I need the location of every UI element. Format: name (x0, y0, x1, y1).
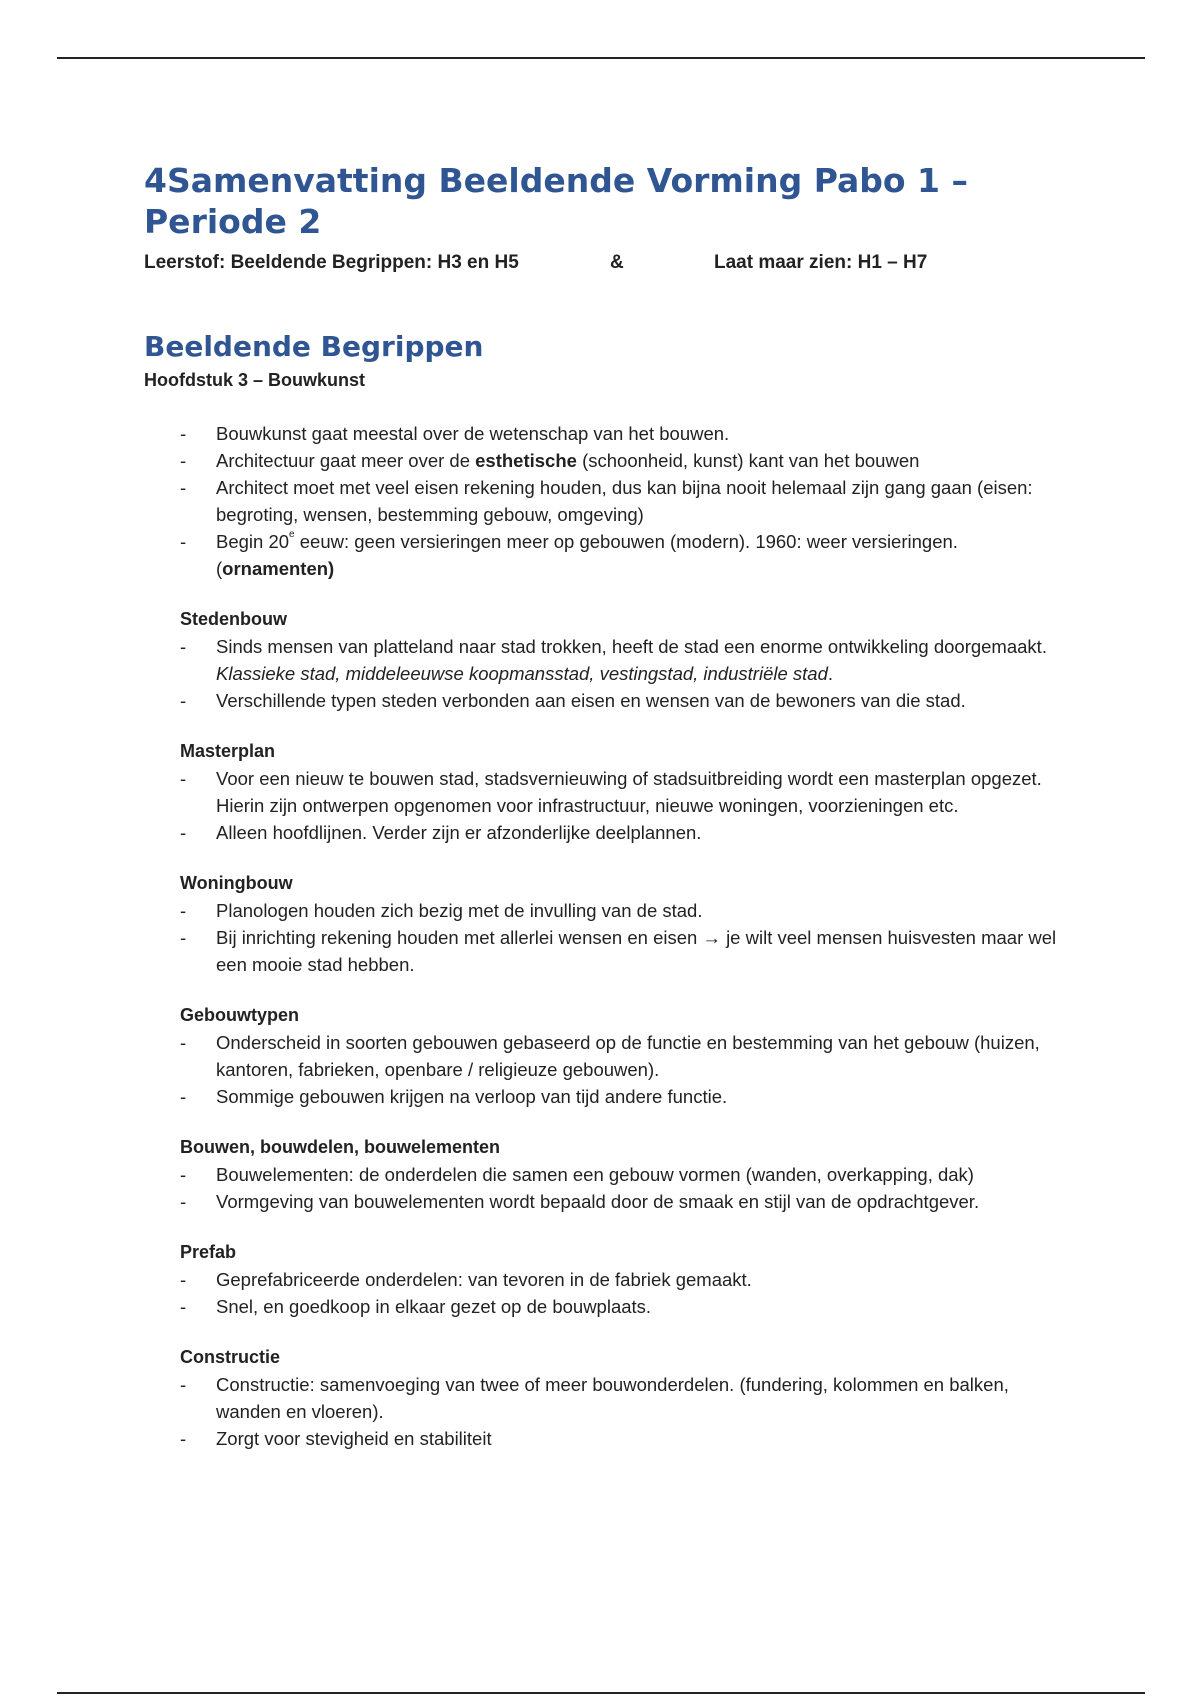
list-item-text: Vormgeving van bouwelementen wordt bepaald door de smaak en stijl van de opdrachtgever. (216, 1191, 980, 1212)
subsection-heading: Constructie (180, 1347, 281, 1367)
bullet-dash: - (180, 1296, 187, 1317)
list-item (180, 1188, 1064, 1215)
constructie-section (180, 1344, 1064, 1452)
list-item (180, 765, 1064, 819)
list-item-text: Bij inrichting rekening houden met allerlei wensen en eisen → je wilt veel mensen huisvesten maar wel een mooie stad hebben. (216, 927, 1057, 975)
list-item-text: Verschillende typen steden verbonden aan eisen en wensen van de bewoners van die stad. (216, 690, 966, 711)
list-item-text: Sommige gebouwen krijgen na verloop van tijd andere functie. (216, 1086, 728, 1107)
bullet-dash: - (180, 1428, 187, 1449)
list-item-text: Constructie: samenvoeging van twee of meer bouwonderdelen. (fundering, kolommen en balken, wanden en vloeren). (216, 1374, 1009, 1422)
list-item-text: . (827, 663, 834, 684)
bullet-dash: - (180, 768, 187, 789)
prefab-section (180, 1239, 1064, 1320)
list-item-text: Zorgt voor stevigheid en stabiliteit (216, 1428, 492, 1449)
list-item-text: Planologen houden zich bezig met de invulling van de stad. (216, 900, 703, 921)
list-item-text: Onderscheid in soorten gebouwen gebaseerd op de functie en bestemming van het gebouw (huizen, kantoren, fabrieken, openbare / religieuze gebouwen). (216, 1032, 1040, 1080)
superscript: e (289, 529, 295, 540)
list-item (180, 1161, 1064, 1188)
list-item-text: (schoonheid, kunst) kant van het bouwen (576, 450, 920, 471)
bullet-dash: - (180, 1269, 187, 1290)
document-body (144, 160, 1064, 1476)
list-item (180, 1029, 1064, 1083)
woningbouw-section (180, 870, 1064, 978)
section-heading: Beeldende Begrippen (144, 330, 484, 363)
bold-term: ornamenten) (222, 558, 335, 579)
bullet-dash: - (180, 423, 187, 444)
subsection-heading: Prefab (180, 1242, 237, 1262)
bouwen-section (180, 1134, 1064, 1215)
list-item-text: Architectuur gaat meer over de (216, 450, 476, 471)
subsection-heading: Gebouwtypen (180, 1005, 300, 1025)
bullet-dash: - (180, 1191, 187, 1212)
stedenbouw-section (180, 606, 1064, 714)
subsection-heading: Stedenbouw (180, 609, 287, 629)
bullet-dash: - (180, 531, 187, 552)
list-item-text: Geprefabriceerde onderdelen: van tevoren in de fabriek gemaakt. (216, 1269, 752, 1290)
study-material-ampersand: & (610, 252, 624, 273)
footer-rule (57, 1692, 1145, 1694)
bullet-dash: - (180, 822, 187, 843)
bullet-dash: - (180, 1086, 187, 1107)
list-item (180, 633, 1064, 687)
list-item-text: Bouwkunst gaat meestal over de wetenschap van het bouwen. (216, 423, 730, 444)
list-item (180, 420, 1064, 447)
list-item (180, 1371, 1064, 1425)
list-item (180, 1083, 1064, 1110)
list-item (180, 474, 1064, 528)
subsection-heading: Masterplan (180, 741, 276, 761)
list-item (180, 1293, 1064, 1320)
gebouwtypen-section (180, 1002, 1064, 1110)
bullet-dash: - (180, 927, 187, 948)
subsection-heading: Woningbouw (180, 873, 293, 893)
list-item (180, 897, 1064, 924)
bullet-dash: - (180, 1032, 187, 1053)
study-material-left: Leerstof: Beeldende Begrippen: H3 en H5 (144, 252, 519, 273)
list-item (180, 819, 1064, 846)
bullet-dash: - (180, 477, 187, 498)
list-item-text: Bouwelementen: de onderdelen die samen een gebouw vormen (wanden, overkapping, dak) (216, 1164, 974, 1185)
bullet-dash: - (180, 1164, 187, 1185)
list-item-text: Architect moet met veel eisen rekening houden, dus kan bijna nooit helemaal zijn gang gaan (eisen: begroting, wensen, bestemming gebouw, omgeving) (216, 477, 1033, 525)
list-item (180, 924, 1064, 978)
chapter-heading: Hoofdstuk 3 – Bouwkunst (144, 370, 366, 390)
document-title: 4Samenvatting Beeldende Vorming Pabo 1 – Periode 2 (144, 161, 969, 241)
study-material-line (144, 252, 1064, 278)
list-item (180, 528, 1064, 582)
list-item-text: eeuw: geen versieringen meer op gebouwen (modern). 1960: weer versieringen. ( (216, 531, 958, 579)
bullet-dash: - (180, 636, 187, 657)
masterplan-section (180, 738, 1064, 846)
list-item-text: Alleen hoofdlijnen. Verder zijn er afzonderlijke deelplannen. (216, 822, 702, 843)
bullet-dash: - (180, 450, 187, 471)
italic-text: Klassieke stad, middeleeuwse koopmansstad, vestingstad, industriële stad (216, 663, 828, 684)
intro-section (180, 420, 1064, 582)
bullet-dash: - (180, 1374, 187, 1395)
list-item (180, 687, 1064, 714)
header-rule (57, 57, 1145, 59)
bullet-dash: - (180, 900, 187, 921)
list-item-text: Voor een nieuw te bouwen stad, stadsvernieuwing of stadsuitbreiding wordt een masterplan opgezet. Hierin zijn ontwerpen opgenomen voor infrastructuur, nieuwe woningen, voorzieningen etc. (216, 768, 1042, 816)
bold-term: esthetische (475, 450, 577, 471)
list-item-text: Sinds mensen van platteland naar stad trokken, heeft de stad een enorme ontwikkeling doorgemaakt. (216, 636, 1047, 657)
list-item-text: Begin 20 (216, 531, 290, 552)
study-material-right: Laat maar zien: H1 – H7 (714, 252, 928, 273)
bullet-dash: - (180, 690, 187, 711)
list-item (180, 1266, 1064, 1293)
list-item-text: Snel, en goedkoop in elkaar gezet op de bouwplaats. (216, 1296, 652, 1317)
subsection-heading: Bouwen, bouwdelen, bouwelementen (180, 1137, 501, 1157)
list-item (180, 447, 1064, 474)
list-item (180, 1425, 1064, 1452)
